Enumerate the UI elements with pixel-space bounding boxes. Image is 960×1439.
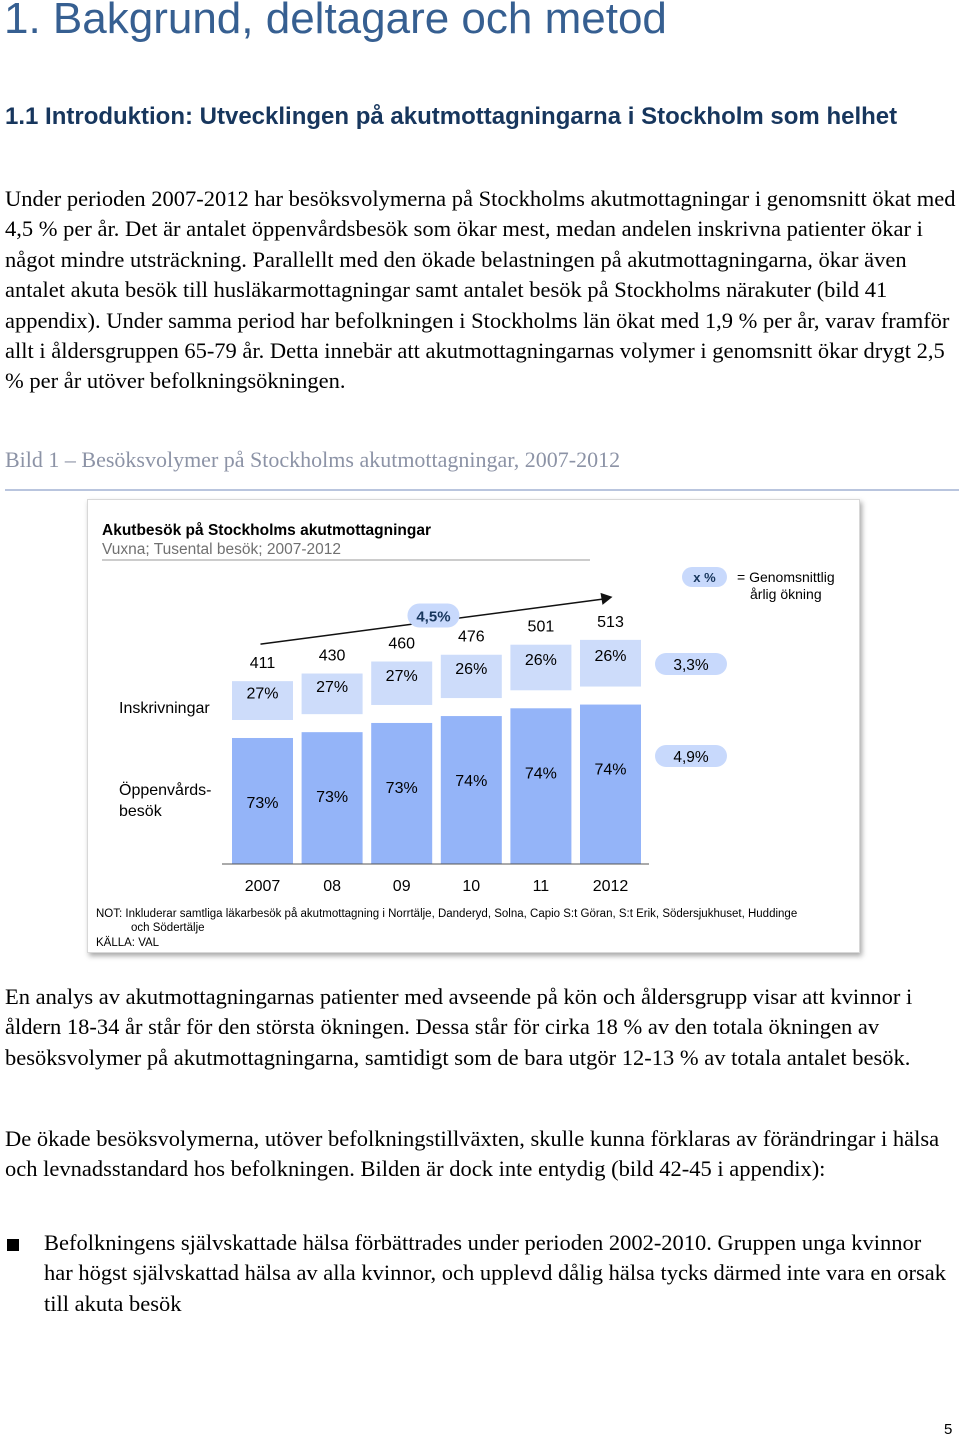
series-label-oppenvard-line2: besök xyxy=(119,803,162,820)
page-number: 5 xyxy=(944,1421,953,1438)
total-label-11: 501 xyxy=(527,618,555,636)
total-label-2007: 411 xyxy=(249,655,276,673)
legend-badge-text: x % xyxy=(693,570,716,585)
paragraph-analysis: En analys av akutmottagningarnas patienter med avseende på kön och åldersgrupp visar att kvinnor i åldern 18-34 år står för den största ökningen. Dessa står för cirka 18 % av den totala ökningen av besöksvolymer på akutmottagningarna, samtidigt som de bara utgör 12-13 % av totala antalet besök. xyxy=(5,984,913,1070)
pct-inskrivningar-2007: 27% xyxy=(246,685,279,703)
chart-subtitle: Vuxna; Tusental besök; 2007-2012 xyxy=(102,541,341,558)
x-tick-2007: 2007 xyxy=(244,878,281,895)
paragraph-intro: Under perioden 2007-2012 har besöksvolymerna på Stockholms akutmottagningar i genomsnitt ökat med 4,5 % per år. Det är antalet öppenvårdsbesök som ökar mest, medan andelen inskrivna patienter ökar i något mindre utsträckning. Parallellt med den ökade belastningen på akutmottagningarna, ökar även antalet akuta besök till husläkarmottagningar samt antalet besök på Stockholms närakuter (bild 41 appendix). Under samma period har befolkningen i Stockholms län ökat med 1,9 % per år, varav framför allt i åldersgruppen 65-79 år. Detta innebär att akutmottagningarnas volymer i genomsnitt ökar drygt 2,5 % per år utöver befolkningsökningen. xyxy=(5,186,956,394)
legend-text-line2: årlig ökning xyxy=(750,586,822,602)
chart-source: KÄLLA: VAL xyxy=(96,937,160,949)
bullet-item: Befolkningens självskattade hälsa förbättrades under perioden 2002-2010. Gruppen unga kvinnor har högst självskattad hälsa av alla kvinnor, och upplevd dålig hälsa tycks därmed inte vara en orsak till akuta besök xyxy=(44,1230,946,1316)
chart-note-line1: NOT: Inkluderar samtliga läkarbesök på akutmottagning i Norrtälje, Danderyd, Solna, Capio S:t Göran, S:t Erik, Södersjukhuset, Huddinge xyxy=(96,908,798,920)
figure-caption: Bild 1 – Besöksvolymer på Stockholms akutmottagningar, 2007-2012 xyxy=(5,447,621,472)
total-label-09: 460 xyxy=(388,635,416,653)
legend-badge xyxy=(682,567,727,587)
pct-inskrivningar-10: 26% xyxy=(455,661,488,679)
total-label-2012: 513 xyxy=(597,613,624,631)
x-tick-10: 10 xyxy=(462,878,481,895)
pct-oppenvard-10: 74% xyxy=(455,773,488,791)
x-tick-11: 11 xyxy=(532,878,550,895)
total-label-10: 476 xyxy=(457,628,485,646)
cagr-total-label: 4,5% xyxy=(416,608,451,626)
series-label-inskrivningar: Inskrivningar xyxy=(119,700,210,717)
pct-inskrivningar-09: 27% xyxy=(385,668,418,686)
total-label-08: 430 xyxy=(318,647,346,665)
legend-text-line1: = Genomsnittlig xyxy=(737,569,835,585)
x-tick-08: 08 xyxy=(323,878,341,895)
cagr-inskrivningar-label: 3,3% xyxy=(673,657,709,674)
page-heading: 1. Bakgrund, deltagare och metod xyxy=(4,0,667,43)
pct-oppenvard-09: 73% xyxy=(385,779,418,797)
cagr-oppenvard-label: 4,9% xyxy=(673,749,709,766)
pct-oppenvard-2012: 74% xyxy=(594,761,627,779)
chart-note-line2: och Södertälje xyxy=(131,922,205,934)
x-tick-09: 09 xyxy=(392,878,411,895)
bullet-square-icon xyxy=(7,1239,19,1251)
paragraph-explanation: De ökade besöksvolymerna, utöver befolkningstillväxten, skulle kunna förklaras av förändringar i hälsa och levnadsstandard hos befolkningen. Bilden är dock inte entydig (bild 42-45 i appendix): xyxy=(5,1126,940,1182)
chart-title: Akutbesök på Stockholms akutmottagningar xyxy=(102,522,431,539)
trend-arrow-head xyxy=(601,593,613,605)
pct-oppenvard-2007: 73% xyxy=(246,794,279,812)
pct-oppenvard-08: 73% xyxy=(316,789,349,807)
x-tick-2012: 2012 xyxy=(592,878,629,895)
series-label-oppenvard-line1: Öppenvårds- xyxy=(119,782,212,799)
pct-inskrivningar-2012: 26% xyxy=(594,647,627,665)
bar-oppenvard-11 xyxy=(510,708,571,864)
section-heading: 1.1 Introduktion: Utvecklingen på akutmottagningarna i Stockholm som helhet xyxy=(5,103,898,130)
pct-inskrivningar-08: 27% xyxy=(316,678,349,696)
pct-inskrivningar-11: 26% xyxy=(524,652,557,670)
pct-oppenvard-11: 74% xyxy=(524,765,557,783)
bar-oppenvard-2012 xyxy=(580,705,641,864)
